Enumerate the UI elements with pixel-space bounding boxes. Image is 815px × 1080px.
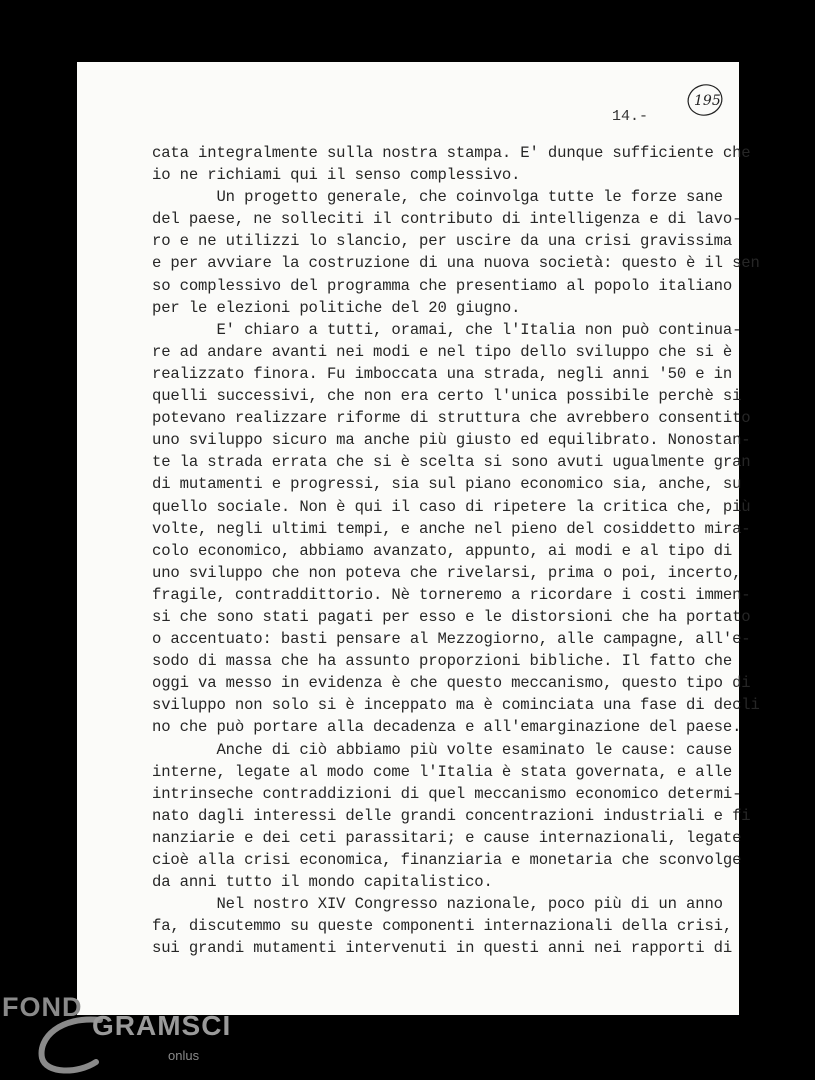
text-line: quelli successivi, che non era certo l'unica possibile perchè si <box>152 387 742 406</box>
text-line: da anni tutto il mondo capitalistico. <box>152 873 493 892</box>
text-line: E' chiaro a tutti, oramai, che l'Italia non può continua- <box>152 320 742 339</box>
text-line: Anche di ciò abbiamo più volte esaminato le cause: cause <box>152 740 733 759</box>
archive-stamp-circle-icon <box>685 80 725 120</box>
text-line: Un progetto generale, che coinvolga tutte le forze sane <box>152 188 723 207</box>
text-line: sodo di massa che ha assunto proporzioni bibliche. Il fatto che <box>152 652 733 671</box>
text-line: nato dagli interessi delle grandi concentrazioni industriali e fi <box>152 806 751 825</box>
text-line: te la strada errata che si è scelta si sono avuti ugualmente gran <box>152 453 751 472</box>
text-line: intrinseche contraddizioni di quel meccanismo economico determi- <box>152 784 742 803</box>
text-line: del paese, ne solleciti il contributo di intelligenza e di lavo- <box>152 210 742 229</box>
text-line: sui grandi mutamenti intervenuti in questi anni nei rapporti di <box>152 939 733 958</box>
text-line: nanziarie e dei ceti parassitari; e cause internazionali, legate <box>152 828 742 847</box>
text-line: oggi va messo in evidenza è che questo meccanismo, questo tipo di <box>152 674 751 693</box>
text-line: uno sviluppo che non poteva che rivelarsi, prima o poi, incerto, <box>152 563 742 582</box>
text-line: so complessivo del programma che presentiamo al popolo italiano <box>152 276 733 295</box>
text-line: si che sono stati pagati per esso e le distorsioni che ha portato <box>152 607 751 626</box>
watermark-gramsci-text: GRAMSCI <box>92 1010 232 1041</box>
page-number: 14.- <box>612 108 649 125</box>
archive-stamp-number: 195 <box>694 93 721 109</box>
text-line: fa, discutemmo su queste componenti internazionali della crisi, <box>152 917 733 936</box>
archive-stamp <box>685 80 725 120</box>
document-page <box>77 62 760 1015</box>
text-line: fragile, contraddittorio. Nè torneremo a ricordare i costi immen- <box>152 585 751 604</box>
text-line: Nel nostro XIV Congresso nazionale, poco più di un anno <box>152 895 723 914</box>
text-line: colo economico, abbiamo avanzato, appunto, ai modi e al tipo di <box>152 541 733 560</box>
text-line: quello sociale. Non è qui il caso di ripetere la critica che, più <box>152 497 751 516</box>
text-line: realizzato finora. Fu imboccata una strada, negli anni '50 e in <box>152 364 733 383</box>
text-line: cata integralmente sulla nostra stampa. E' dunque sufficiente che <box>152 144 751 162</box>
text-line: volte, negli ultimi tempi, e anche nel pieno del cosiddetto mira- <box>152 519 751 538</box>
text-line: potevano realizzare riforme di struttura che avrebbero consentito <box>152 409 751 428</box>
text-line: e per avviare la costruzione di una nuova società: questo è il sen <box>152 254 760 273</box>
text-line: no che può portare alla decadenza e all'emarginazione del paese. <box>152 718 742 737</box>
text-line: io ne richiami qui il senso complessivo. <box>152 166 521 185</box>
text-line: uno sviluppo sicuro ma anche più giusto ed equilibrato. Nonostan- <box>152 431 751 450</box>
typewritten-body <box>152 142 760 959</box>
text-line: re ad andare avanti nei modi e nel tipo dello sviluppo che si è <box>152 342 733 361</box>
text-line: sviluppo non solo si è inceppato ma è cominciata una fase di decli <box>152 696 760 715</box>
text-line: o accentuato: basti pensare al Mezzogiorno, alle campagne, all'e- <box>152 630 751 649</box>
text-line: interne, legate al modo come l'Italia è stata governata, e alle <box>152 762 733 781</box>
text-line: per le elezioni politiche del 20 giugno. <box>152 298 521 317</box>
fondazione-gramsci-watermark <box>0 990 232 1080</box>
text-line: cioè alla crisi economica, finanziaria e monetaria che sconvolge <box>152 851 742 869</box>
text-line: ro e ne utilizzi lo slancio, per uscire da una crisi gravissima <box>152 232 733 251</box>
watermark-onlus-text: onlus <box>168 1048 200 1063</box>
watermark-fond-text: FOND <box>2 992 83 1022</box>
text-line: di mutamenti e progressi, sia sul piano economico sia, anche, su <box>152 475 742 494</box>
